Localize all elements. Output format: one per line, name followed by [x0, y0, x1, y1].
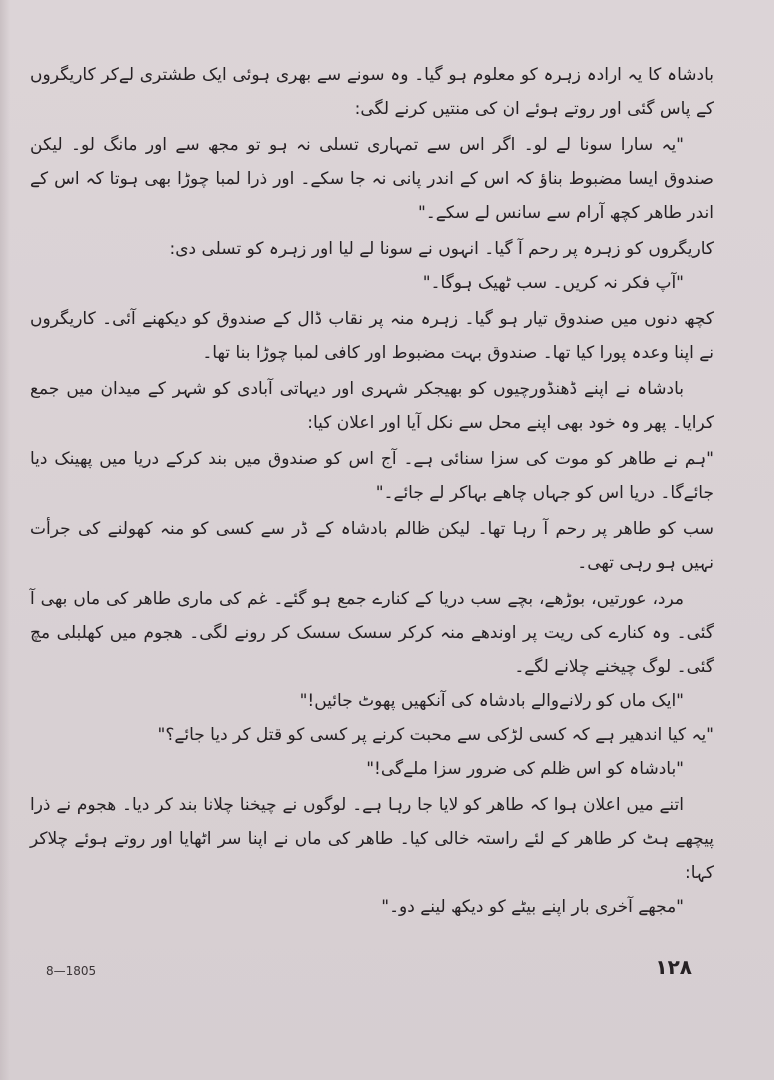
- paragraph-10: "ایک ماں کو رلانےوالے بادشاہ کی آنکھیں پھوٹ جائیں!": [299, 691, 684, 711]
- paragraph-11: "یہ کیا اندھیر ہے کہ کسی لڑکی سے محبت کرنے پر کسی کو قتل کر دیا جائے؟": [157, 725, 714, 745]
- paragraph-4: "آپ فکر نہ کریں۔ سب ٹھیک ہوگا۔": [422, 273, 684, 293]
- paragraph-5: کچھ دنوں میں صندوق تیار ہو گیا۔ زہرہ منہ پر نقاب ڈال کے صندوق کو دیکھنے آئی۔ کاریگروں نے اپنا وعدہ پورا کیا تھا۔ صندوق بہت مضبوط اور کافی لمبا چوڑا بنا تھا۔: [30, 309, 714, 363]
- paragraph-1: بادشاہ کا یہ ارادہ زہرہ کو معلوم ہو گیا۔ وہ سونے سے بھری ہوئی ایک طشتری لےکر کاریگروں کے پاس گئی اور روتے ہوئے ان کی منتیں کرنے لگی:: [30, 65, 714, 119]
- paragraph-7: "ہم نے طاھر کو موت کی سزا سنائی ہے۔ آج اس کو صندوق میں بند کرکے دریا میں پھینک دیا جائےگا۔ دریا اس کو جہاں چاھے بہاکر لے جائے۔": [30, 449, 714, 503]
- paragraph-13: اتنے میں اعلان ہوا کہ طاھر کو لایا جا رہا ہے۔ لوگوں نے چیخنا چلانا بند کر دیا۔ ھجوم نے ذرا پیچھے ہٹ کر طاھر کے لئے راستہ خالی کیا۔ طاھر کی ماں نے اپنا سر اٹھایا اور روتے ہوئے چلاکر کہا:: [30, 795, 714, 883]
- paragraph-8: سب کو طاھر پر رحم آ رہا تھا۔ لیکن ظالم بادشاہ کے ڈر سے کسی کو منہ کھولنے کی جرأت نہیں ہو رہی تھی۔: [30, 519, 714, 573]
- page-number: ۱۲۸: [655, 955, 692, 979]
- paragraph-9: مرد، عورتیں، بوڑھے، بچے سب دریا کے کنارے جمع ہو گئے۔ غم کی ماری طاھر کی ماں بھی آ گئی۔ وہ کنارے کی ریت پر اوندھے منہ کرکر سسک سسک کر رونے لگی۔ ھجوم میں کھلبلی مچ گئی۔ لوگ چیخنے چلانے لگے۔: [30, 589, 714, 677]
- paragraph-12: "بادشاہ کو اس ظلم کی ضرور سزا ملےگی!": [366, 759, 684, 779]
- print-code: 8—1805: [46, 964, 97, 978]
- story-text: [30, 58, 714, 924]
- paragraph-2: "یہ سارا سونا لے لو۔ اگر اس سے تمہاری تسلی نہ ہو تو مجھ سے اور مانگ لو۔ لیکن صندوق ایسا مضبوط بناؤ کہ اس کے اندر پانی نہ جا سکے۔ اور ذرا لمبا چوڑا بھی ہوتا کہ اس کے اندر طاھر کچھ آرام سے سانس لے سکے۔": [30, 135, 714, 223]
- page-edge-shadow: [0, 0, 10, 1080]
- paragraph-14: "مجھے آخری بار اپنے بیٹے کو دیکھ لینے دو۔": [381, 897, 684, 917]
- paragraph-6: بادشاہ نے اپنے ڈھنڈورچیوں کو بھیجکر شہری اور دیہاتی آبادی کو شہر کے میدان میں جمع کرایا۔ پھر وہ خود بھی اپنے محل سے نکل آیا اور اعلان کیا:: [30, 379, 714, 433]
- paragraph-3: کاریگروں کو زہرہ پر رحم آ گیا۔ انہوں نے سونا لے لیا اور زہرہ کو تسلی دی:: [169, 239, 714, 259]
